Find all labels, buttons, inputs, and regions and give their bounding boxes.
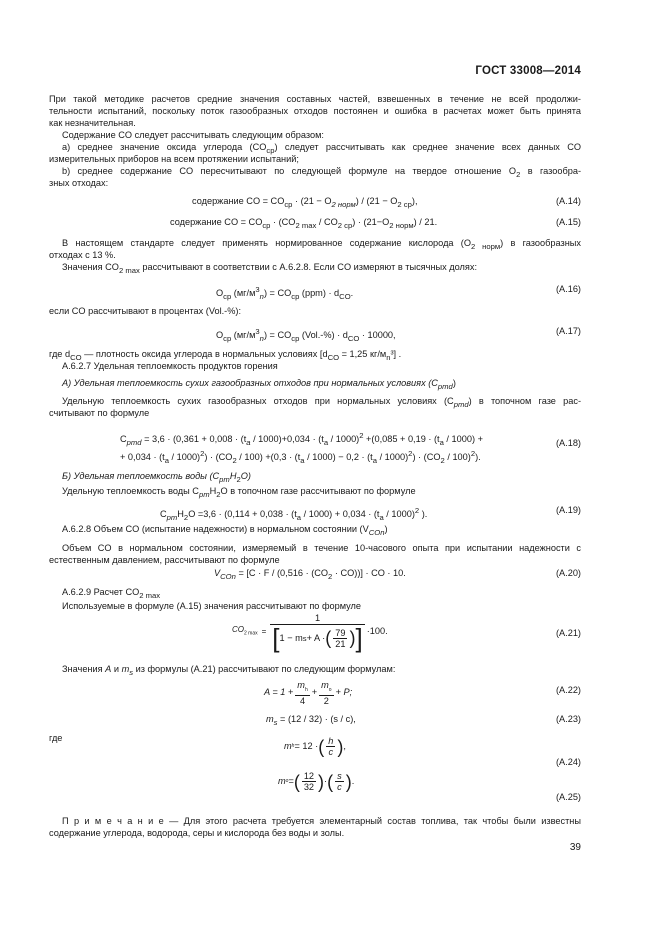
equation-number: (A.19) [555,505,581,515]
equation-number: (A.22) [555,685,581,695]
section-heading: A.6.2.7 Удельная теплоемкость продуктов горения [62,361,278,371]
formula-a21: $CO_{2 max}$ = 1 [ 1 − m s + A · ( $\frac{79}{21}$ ) ] ·100. [232,613,388,653]
paragraph-line: В настоящем стандарте следует применять нормированное содержание кислорода $(O_{2 норм})$ в газообразных [62,238,581,251]
paragraph-line: где $d_{CO}$ — плотность оксида углерода в нормальных условиях [$d_{CO} = 1,25$ $кг/м_n^3$] . [49,349,402,362]
paragraph-line: b) среднее содержание CO пересчитывают по следующей формуле на твердое отношение $O_2$ в газообра- [62,166,582,179]
equation-number: (A.21) [555,628,581,638]
subsection-heading: Б) Удельная теплоемкость воды $(C_{pm}H_2O)$ [62,471,251,484]
paragraph-line: зных отходах: [49,178,109,188]
where-label: где [49,733,63,743]
paragraph-line: Содержание CO следует рассчитывать следующим образом: [62,130,324,140]
formula-a23: $m_s = (12 / 32) \cdot (s / c)$, [266,714,356,727]
section-heading: A.6.2.8 Объем CO (испытание надежности) в нормальном состоянии $(V_{COn})$ [62,524,388,537]
formula-a17: $O_{ср}$ $(мг/м^3_n) = CO_{ср}$ $(Vol.-\%) \cdot d_{CO} \cdot 10000$, [216,327,396,343]
formula-a18-line1: $C_{pmd} = 3,6 \cdot (0,361 + 0,008 \cdot (t_a / 1000)+0,034 \cdot (t_a / 1000)^2 +(0,085 + 0,19 \cdot (t_a / 1000)$ + [120,431,483,447]
equation-number: (A.23) [555,714,581,724]
equation-number: (A.24) [555,757,581,767]
equation-number: (A.15) [555,217,581,227]
equation-number: (A.18) [555,438,581,448]
paragraph-line: Используемые в формуле (A.15) значения рассчитывают по формуле [62,601,362,611]
equation-number: (A.16) [555,284,581,294]
paragraph-line: a) среднее значение оксида углерода $(CO_{ср})$ следует рассчитывать как среднее значение всех данных CO [62,142,581,155]
paragraph-line: При такой методике расчетов средние значения составных частей, взвешенных в течение не всей продолжи- [49,94,581,104]
formula-a14: содержание CO = $CO_{ср} \cdot (21 - O_{2 норм}) / (21 - O_{2 ср})$, [192,196,418,209]
paragraph-line: Значения A и $m_s$ из формулы (A.21) рассчитывают по следующим формулам: [62,664,396,677]
standard-code-header: ГОСТ 33008—2014 [475,65,581,77]
equation-number: (A.17) [555,326,581,336]
equation-number: (A.20) [555,568,581,578]
paragraph-line: измерительных приборов на всем протяжении испытаний; [49,154,299,164]
paragraph-line: считывают по формуле [49,408,150,418]
formula-a15: содержание CO = $CO_{ср} \cdot (CO_{2 max} / CO_{2 ср}) \cdot (21-O_{2 норм}) / 21$. [170,217,438,230]
paragraph-line: как незначительная. [49,118,136,128]
paragraph-line: Объем CO в нормальном состоянии, измеряемый в течение 10-часового опыта при испытании надежности с [62,543,581,553]
formula-a19: $C_{pm}H_2O =3,6 \cdot (0,114 + 0,038 \cdot (t_a / 1000) + 0,034 \cdot (t_a / 1000)^2$ ). [160,506,428,522]
paragraph-line: Удельную теплоемкость сухих газообразных отходов при нормальных условиях $(C_{pmd})$ в топочном газе рас- [62,396,581,409]
formula-a20: $V_{COn} = [C \cdot F / (0,516 \cdot (CO_2 \cdot CO))]$ · CO · 10. [214,568,406,581]
formula-a22: A = 1 + $\frac{m_h}{4}$ + $\frac{m_o}{2}$ + P; [264,680,353,706]
paragraph-line: естественным давлением, рассчитывают по формуле [49,555,280,565]
paragraph-line: отходах с 13 %. [49,250,116,260]
note-line: П р и м е ч а н и е — Для этого расчета требуется элементарный состав топлива, так чтобы были известны [62,816,581,826]
section-heading: A.6.2.9 Расчет $CO_{2 max}$ [62,587,161,600]
equation-number: (A.25) [555,792,581,802]
page-number: 39 [569,842,581,853]
paragraph-line: тельности испытаний, поскольку поток газообразных отходов постоянен и ошибка в расчетах может быть принята [49,106,581,116]
formula-a18-line2: + $0,034 \cdot (t_a / 1000)^2) \cdot (CO_2 / 100) +(0,3 \cdot (t_a / 1000) - 0,2 \cdot (t_a / 1000)^2) \cdot (CO_2 / 100)^2$). [120,449,481,465]
paragraph-line: Удельную теплоемкость воды $C_{pm}H_2O$ в топочном газе рассчитывают по формуле [62,486,416,499]
formula-a24: m h = 12 · ( $\frac{h}{c}$ ) , [284,736,346,757]
subsection-heading: A) Удельная теплоемкость сухих газообразных отходов при нормальных условиях $(C_{pmd})$ [62,378,456,391]
equation-number: (A.14) [555,196,581,206]
note-line: содержание углерода, водорода, серы и кислорода без воды и золы. [49,828,345,838]
paragraph-line: Значения $CO_{2 max}$ рассчитывают в соответствии с A.6.2.8. Если CO измеряют в тысячных долях: [62,262,478,275]
formula-a16: $O_{ср}$ $(мг/м^3_n) = CO_{ср}$ $(ppm) \cdot d_{CO}$. [216,285,354,301]
paragraph-line: если CO рассчитывают в процентах (Vol.-%): [49,306,242,316]
formula-a25: m o = ( $\frac{12}{32}$ ) · ( $\frac{s}{c}$ ) . [278,771,355,792]
